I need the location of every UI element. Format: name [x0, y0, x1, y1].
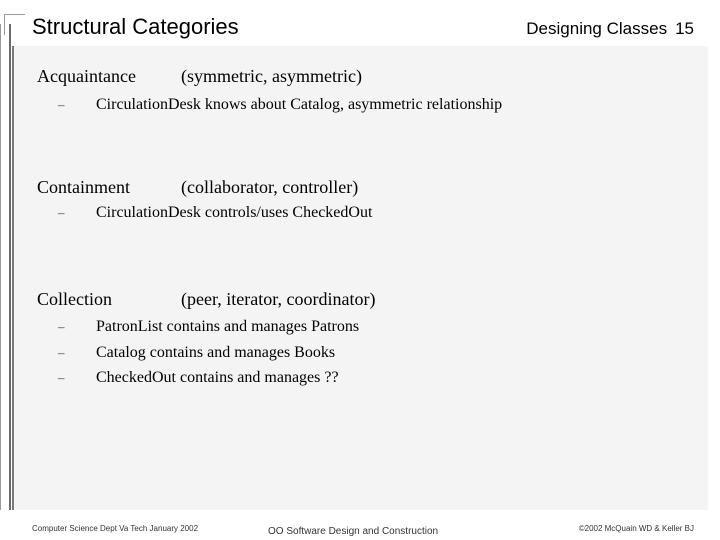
category-containment [37, 177, 358, 198]
bullet-dash: – [58, 319, 65, 334]
bullet-dash: – [58, 205, 65, 220]
category-name: Collection [37, 289, 112, 309]
acquaintance-bullets [58, 96, 502, 122]
bullet-text: CirculationDesk controls/uses CheckedOut [96, 204, 373, 221]
content-panel-edge [12, 46, 14, 510]
category-acquaintance [37, 66, 362, 87]
slide-frame-left-bar [0, 24, 11, 510]
list-item [58, 204, 372, 230]
footer-left: Computer Science Dept Va Tech January 2002 [32, 524, 199, 533]
category-roles: (peer, iterator, coordinator) [181, 289, 376, 309]
slide-title: Structural Categories [32, 14, 239, 39]
list-item [58, 369, 359, 395]
section-title: Designing Classes [526, 19, 668, 38]
category-name: Containment [37, 177, 130, 197]
category-roles: (collaborator, controller) [181, 177, 359, 197]
bullet-dash: – [58, 370, 65, 385]
containment-bullets [58, 204, 372, 230]
bullet-text: PatronList contains and manages Patrons [96, 318, 360, 335]
list-item [58, 96, 502, 122]
list-item [58, 318, 359, 344]
footer-center: OO Software Design and Construction [268, 526, 439, 537]
collection-bullets [58, 318, 359, 395]
slide-header-right [526, 19, 694, 39]
bullet-text: CirculationDesk knows about Catalog, asymmetric relationship [96, 96, 503, 113]
footer-right: ©2002 McQuain WD & Keller BJ [578, 524, 694, 533]
category-collection [37, 289, 375, 310]
bullet-text: CheckedOut contains and manages ?? [96, 369, 339, 386]
category-roles: (symmetric, asymmetric) [181, 66, 362, 86]
list-item [58, 344, 359, 370]
bullet-dash: – [58, 344, 65, 360]
page-number: 15 [675, 19, 694, 38]
bullet-text: Catalog contains and manages Books [96, 343, 336, 361]
category-name: Acquaintance [37, 66, 136, 86]
bullet-dash: – [58, 97, 65, 112]
